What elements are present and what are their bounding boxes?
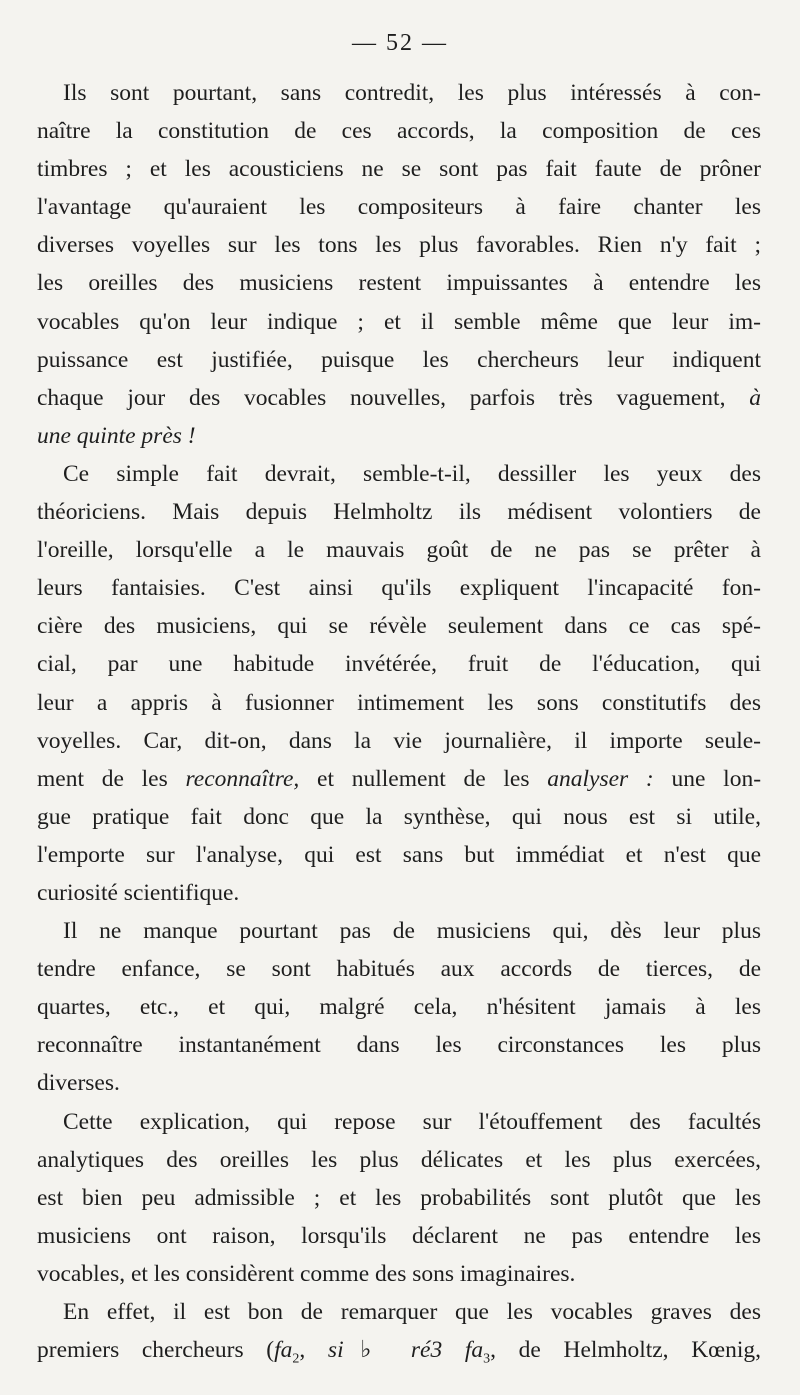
paragraph-line — [37, 417, 761, 455]
paragraph-line: curiosité scientifique. — [37, 879, 240, 906]
note-octave: 3 — [483, 1351, 491, 1367]
line-text: premiers chercheurs ( — [37, 1337, 275, 1364]
note-name: fa — [274, 1337, 293, 1364]
paragraph-line: diverses voyelles sur les tons les plus favorables. Rien n'y fait ; — [37, 232, 761, 259]
paragraph-line: diverses. — [37, 1070, 120, 1097]
emphasis-text: une quinte près ! — [37, 422, 196, 449]
paragraph-line: les oreilles des musiciens restent impuissantes à entendre les — [37, 270, 761, 297]
line-text: et nullement de les — [317, 765, 530, 792]
body-text — [37, 74, 761, 1369]
paragraph-line: tendre enfance, se sont habitués aux accords de tierces, de — [37, 956, 761, 983]
paragraph-line: musiciens ont raison, lorsqu'ils déclarent ne pas entendre les — [37, 1222, 761, 1249]
paragraph-line: est bien peu admissible ; et les probabilités sont plutôt que les — [37, 1184, 761, 1211]
emphasis-text: analyser : — [547, 765, 654, 792]
paragraph-line: l'emporte sur l'analyse, qui est sans but immédiat et n'est que — [37, 841, 761, 868]
paragraph-line: analytiques des oreilles les plus délicates et les plus exercées, — [37, 1146, 761, 1173]
separator: , — [299, 1337, 328, 1364]
note-name: ré3 — [410, 1337, 443, 1364]
separator — [388, 1337, 411, 1363]
paragraph-line: Ils sont pourtant, sans contredit, les plus intéressés à con- — [63, 80, 761, 106]
paragraph-line: vocables qu'on leur indique ; et il semble même que leur im- — [37, 308, 761, 335]
paragraph-line: vocables, et les considèrent comme des sons imaginaires. — [37, 1260, 576, 1287]
paragraph-line — [37, 379, 761, 417]
paragraph-line: puissance est justifiée, puisque les chercheurs leur indiquent — [37, 346, 761, 373]
paragraph-line: Cette explication, qui repose sur l'étouffement des facultés — [63, 1108, 761, 1135]
paragraph-line: naître la constitution de ces accords, la composition de ces — [37, 118, 761, 145]
paragraph-line: cial, par une habitude invétérée, fruit de l'éducation, qui — [37, 651, 761, 678]
note-name: si♭ — [327, 1337, 389, 1364]
paragraph-line: théoriciens. Mais depuis Helmholtz ils médisent volontiers de — [37, 499, 761, 526]
paragraph-line: cière des musiciens, qui se révèle seulement dans ce cas spé- — [37, 613, 761, 640]
paragraph-line: reconnaître instantanément dans les circonstances les plus — [37, 1032, 761, 1059]
line-text: ment de les — [37, 765, 168, 792]
line-text: chaque jour des vocables nouvelles, parfois très vaguement, — [37, 384, 726, 411]
paragraph-line: Il ne manque pourtant pas de musiciens qui, dès leur plus — [63, 918, 761, 945]
note-name: fa — [464, 1337, 484, 1364]
paragraph-line: leur a appris à fusionner intimement les sons constitutifs des — [37, 689, 761, 716]
note-octave: 2 — [292, 1351, 300, 1367]
emphasis-text: à — [749, 384, 761, 411]
paragraph-line: quartes, etc., et qui, malgré cela, n'hésitent jamais à les — [37, 994, 761, 1021]
paragraph-line: l'oreille, lorsqu'elle a le mauvais goût de ne pas se prêter à — [37, 537, 761, 564]
paragraph-line: voyelles. Car, dit-on, dans la vie journalière, il importe seule- — [37, 727, 761, 754]
line-text: , de Helmholtz, Kœnig, — [490, 1337, 762, 1364]
emphasis-text: reconnaître, — [185, 765, 300, 792]
paragraph-line: leurs fantaisies. C'est ainsi qu'ils expliquent l'incapacité fon- — [37, 575, 761, 602]
paragraph-line: En effet, il est bon de remarquer que les vocables graves des — [63, 1299, 761, 1325]
paragraph-line — [37, 760, 761, 798]
paragraph-line: gue pratique fait donc que la synthèse, qui nous est si utile, — [37, 803, 761, 830]
line-text: une lon- — [671, 765, 762, 792]
paragraph-line — [37, 1331, 761, 1369]
paragraph-line: Ce simple fait devrait, semble-t-il, dessiller les yeux des — [63, 460, 761, 487]
paragraph-line: l'avantage qu'auraient les compositeurs à faire chanter les — [37, 194, 761, 221]
page-number: — 52 — — [352, 30, 448, 56]
separator — [442, 1337, 465, 1363]
paragraph-line: timbres ; et les acousticiens ne se sont pas fait faute de prôner — [37, 156, 761, 183]
